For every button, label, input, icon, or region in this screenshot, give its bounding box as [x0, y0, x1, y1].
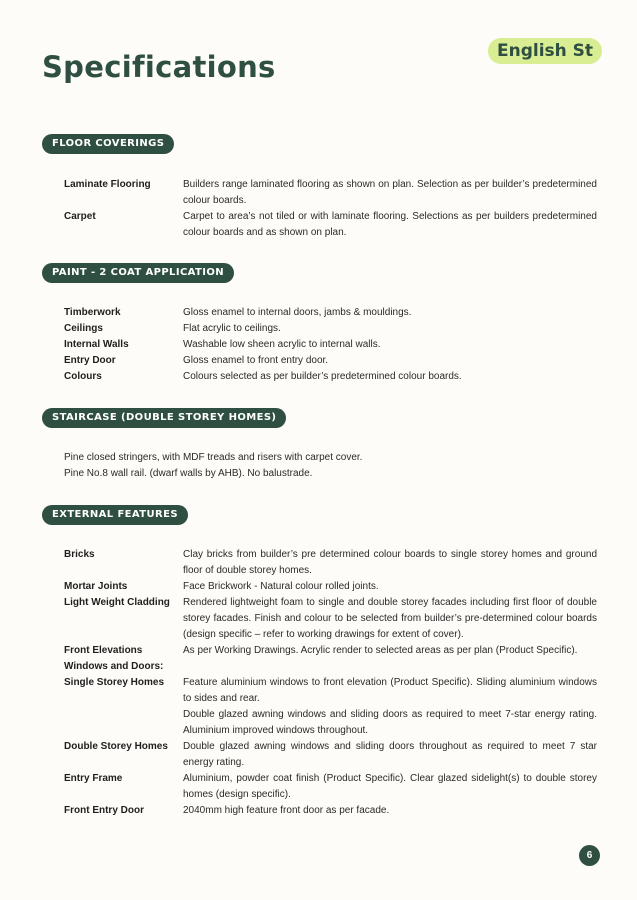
spec-label: Entry Door — [64, 355, 116, 366]
spec-label: Bricks — [64, 549, 95, 560]
spec-value: Carpet to area’s not tiled or with laminate flooring. Selections as per builders predetermined colour boards and as shown on plan. — [183, 211, 597, 238]
spec-label: Entry Frame — [64, 773, 123, 784]
spec-label: Windows and Doors: — [64, 661, 164, 672]
spec-row — [64, 771, 597, 803]
spec-row — [64, 337, 597, 353]
spec-row — [64, 739, 597, 771]
spec-row — [64, 707, 597, 739]
spec-row — [64, 595, 597, 643]
address-tag: English St — [488, 38, 602, 64]
spec-value: Rendered lightweight foam to single and double storey facades including first floor of double storey facades. Finish and colour to be selected from builder’s pre-determined colour boards (design specific – refer to working drawings for extent of cover). — [183, 597, 597, 640]
spec-value: Gloss enamel to front entry door. — [183, 355, 329, 366]
section-heading-floor-coverings: FLOOR COVERINGS — [42, 134, 174, 154]
spec-value: Clay bricks from builder’s pre determined colour boards to single storey homes and ground floor of double storey homes. — [183, 549, 597, 576]
spec-row — [64, 803, 597, 819]
spec-label: Internal Walls — [64, 339, 129, 350]
spec-value: 2040mm high feature front door as per facade. — [183, 805, 390, 816]
spec-value: Washable low sheen acrylic to internal walls. — [183, 339, 381, 350]
spec-row — [64, 369, 597, 385]
spec-row — [64, 305, 597, 321]
spec-value: Feature aluminium windows to front elevation (Product Specific). Sliding aluminium windows to sides and rear. — [183, 677, 597, 704]
spec-value: Gloss enamel to internal doors, jambs & mouldings. — [183, 307, 412, 318]
spec-row — [64, 209, 597, 241]
spec-value: Colours selected as per builder’s predetermined colour boards. — [183, 371, 462, 382]
spec-label: Colours — [64, 371, 102, 382]
spec-value: Aluminium, powder coat finish (Product Specific). Clear glazed sidelight(s) to double storey homes (design specific). — [183, 773, 597, 800]
spec-row — [64, 643, 597, 659]
spec-label: Carpet — [64, 211, 96, 222]
spec-label: Ceilings — [64, 323, 103, 334]
staircase-line: Pine No.8 wall rail. (dwarf walls by AHB). No balustrade. — [64, 468, 313, 479]
spec-row — [64, 579, 597, 595]
spec-row — [64, 659, 597, 675]
staircase-line: Pine closed stringers, with MDF treads and risers with carpet cover. — [64, 452, 363, 463]
spec-value: Builders range laminated flooring as shown on plan. Selection as per builder’s predetermined colour boards. — [183, 179, 597, 206]
spec-label: Mortar Joints — [64, 581, 128, 592]
spec-label: Double Storey Homes — [64, 741, 168, 752]
spec-value: Double glazed awning windows and sliding doors throughout as required to meet 7 star energy rating. — [183, 741, 597, 768]
spec-value — [183, 659, 597, 675]
spec-row — [64, 675, 597, 707]
spec-label: Timberwork — [64, 307, 121, 318]
section-heading-external-features: EXTERNAL FEATURES — [42, 505, 188, 525]
spec-row — [64, 321, 597, 337]
spec-row — [64, 177, 597, 209]
spec-label: Single Storey Homes — [64, 677, 165, 688]
spec-value: As per Working Drawings. Acrylic render to selected areas as per plan (Product Specific). — [183, 645, 578, 656]
spec-value: Flat acrylic to ceilings. — [183, 323, 281, 334]
spec-value: Face Brickwork - Natural colour rolled joints. — [183, 581, 379, 592]
page-number: 6 — [579, 845, 600, 866]
spec-label: Light Weight Cladding — [64, 597, 170, 608]
spec-label: Front Entry Door — [64, 805, 144, 816]
spec-row — [64, 353, 597, 369]
spec-row — [64, 547, 597, 579]
spec-label: Front Elevations — [64, 645, 143, 656]
spec-value: Double glazed awning windows and sliding doors as required to meet 7-star energy rating. Aluminium improved windows throughout. — [183, 709, 597, 736]
page-title: Specifications — [42, 50, 276, 84]
section-heading-staircase: STAIRCASE (DOUBLE STOREY HOMES) — [42, 408, 286, 428]
section-heading-paint: PAINT - 2 COAT APPLICATION — [42, 263, 234, 283]
spec-label: Laminate Flooring — [64, 179, 151, 190]
